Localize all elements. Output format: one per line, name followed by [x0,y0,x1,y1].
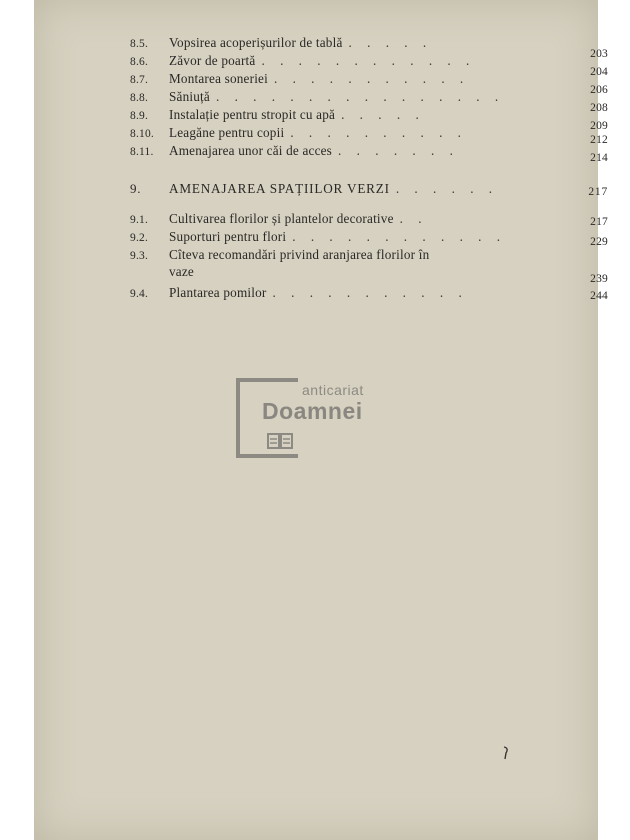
toc-page-number: 206 [590,84,608,96]
toc-entry-8-11 [130,142,608,164]
toc-entry-title: Montarea soneriei [169,71,268,86]
leader-dots: . . . . . . . . . . . . [261,53,476,68]
leader-dots: . . . . . . . . . . . [272,285,468,300]
toc-entry-number: 9.4. [130,288,149,300]
toc-entry-number: 8.6. [130,56,149,68]
toc-entry-title: Leagăne pentru copii [169,125,285,140]
toc-entry-9-3-continued [130,263,608,285]
toc-entry-number: 9. [130,181,142,196]
leader-dots: . . . . . . . [338,143,459,158]
book-icon [266,432,294,450]
toc-entry-number: 8.5. [130,38,149,50]
toc-entry-number: 8.7. [130,74,149,86]
toc-page-number: 239 [590,273,608,285]
leader-dots: . . . . . [348,35,433,50]
toc-page-number: 217 [588,186,608,198]
leader-dots: . . [399,211,428,226]
toc-entry-number: 9.1. [130,214,149,226]
watermark-top-text: anticariat [302,382,364,398]
toc-entry-title: Cultivarea florilor și plantelor decorative [169,211,394,226]
toc-entry-title-continued: vaze [169,264,194,279]
toc-entry-title: Instalație pentru stropit cu apă [169,107,336,122]
toc-chapter-title: AMENAJAREA SPAȚIILOR VERZI [169,181,390,196]
toc-page-number: 217 [590,216,608,228]
leader-dots: . . . . . . . . . . . . . . . . [215,89,505,104]
toc-entry-title: Amenajarea unor căi de acces [169,143,333,158]
leader-dots: . . . . . . . . . . . . [292,229,507,244]
toc-entry-title: Cîteva recomandări privind aranjarea florilor în [169,247,430,262]
toc-entry-title: Zăvor de poartă [169,53,256,68]
watermark-main-text: Doamnei [262,398,363,424]
toc-entry-8-10 [130,124,608,146]
toc-page-number: 229 [590,236,608,248]
book-page [34,0,608,840]
toc-chapter-9 [130,180,608,197]
toc-entry-title: Vopsirea acoperișurilor de tablă [169,35,343,50]
toc-page-number: 244 [590,290,608,302]
toc-entry-8-9 [130,106,608,132]
toc-page-number: 212 [590,134,608,146]
toc-entry-9-2 [130,228,608,247]
toc-page-number: 204 [590,66,608,78]
toc-entry-number: 8.10. [130,128,154,140]
toc-entry-9-4 [130,284,608,303]
toc-entry-number: 8.8. [130,92,149,104]
toc-entry-title: Săniuță [169,89,210,104]
toc-page-number: 203 [590,48,608,60]
watermark-logo [236,378,408,460]
ink-mark [502,745,510,761]
leader-dots: . . . . . . . . . . . [273,71,470,86]
toc-entry-8-7 [130,70,608,96]
toc-page-number: 209 [590,120,608,132]
toc-entry-title: Plantarea pomilor [169,285,267,300]
toc-entry-9-1 [130,210,608,229]
toc-entry-8-5 [130,34,608,60]
leader-dots: . . . . . . . . . . [290,125,467,140]
toc-entry-8-6 [130,52,608,78]
toc-entry-number: 9.2. [130,232,149,244]
toc-entry-number: 8.11. [130,146,154,158]
leader-dots: . . . . . . [395,181,499,196]
toc-page-number: 208 [590,102,608,114]
toc-entry-number: 8.9. [130,110,149,122]
toc-page-number: 214 [590,152,608,164]
leader-dots: . . . . . [341,107,425,122]
toc-entry-title: Suporturi pentru flori [169,229,287,244]
toc-entry-8-8 [130,88,608,114]
toc-entry-number: 9.3. [130,250,149,262]
